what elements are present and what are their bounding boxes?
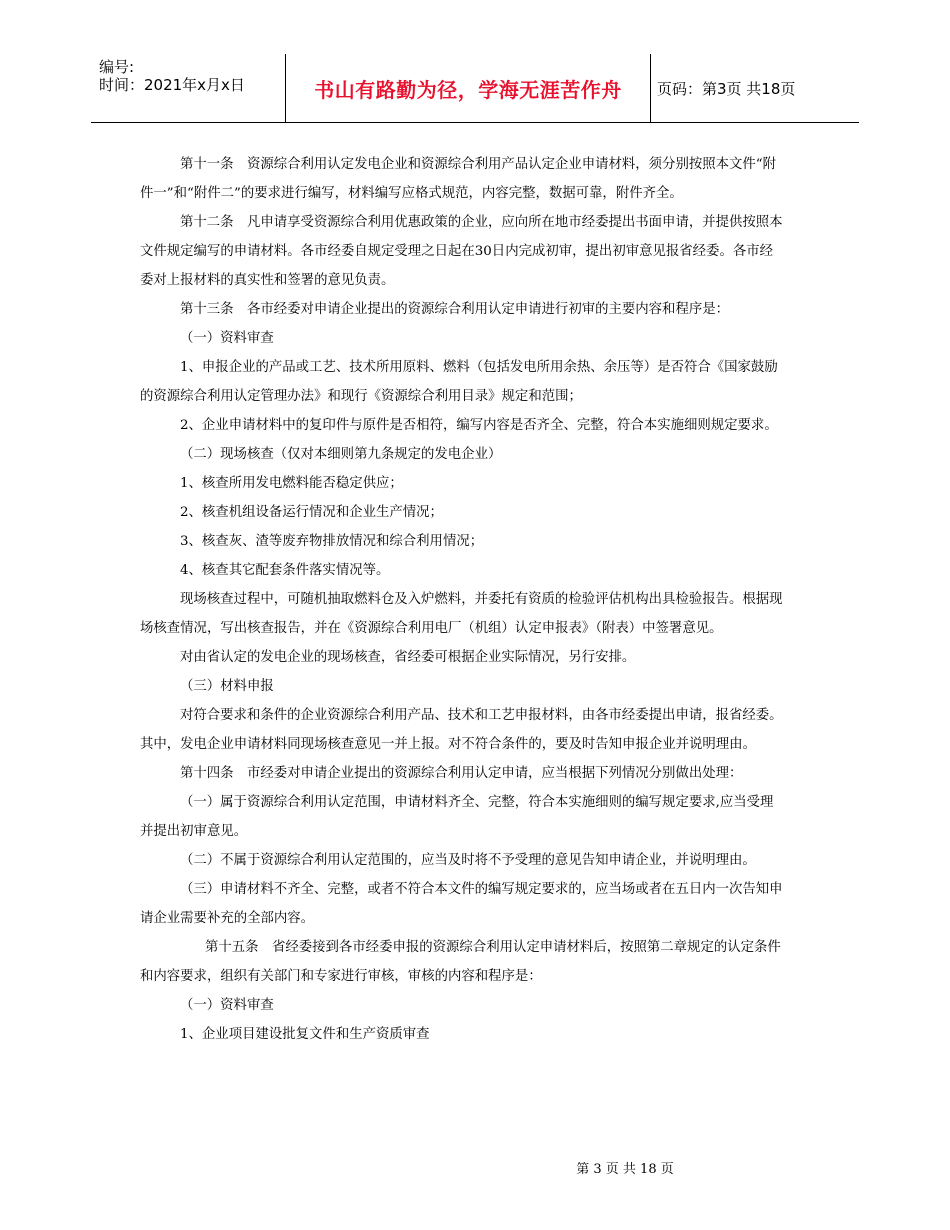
paragraph-line: 现场核查过程中，可随机抽取燃料仓及入炉燃料，并委托有资质的检验评估机构出具检验报告。根据现 bbox=[180, 592, 783, 607]
paragraph-line: （二）现场核查（仅对本细则第九条规定的发电企业） bbox=[180, 447, 502, 462]
paragraph-line: 第十三条 各市经委对申请企业提出的资源综合利用认定申请进行初审的主要内容和程序是： bbox=[180, 302, 730, 317]
paragraph bbox=[140, 208, 812, 295]
document-body bbox=[140, 150, 812, 1049]
paragraph-line: 1、申报企业的产品或工艺、技术所用原料、燃料（包括发电所用余热、余压等）是否符合《国家鼓励 bbox=[180, 360, 778, 375]
paragraph bbox=[140, 788, 812, 846]
paragraph bbox=[140, 527, 812, 556]
paragraph-line: （一）资料审查 bbox=[180, 331, 274, 346]
paragraph-line: 1、企业项目建设批复文件和生产资质审查 bbox=[180, 1027, 430, 1042]
paragraph bbox=[140, 556, 812, 585]
paragraph bbox=[140, 933, 812, 991]
paragraph-line: 对符合要求和条件的企业资源综合利用产品、技术和工艺申报材料，由各市经委提出申请，报省经委。 bbox=[180, 708, 783, 723]
paragraph-line: 和内容要求，组织有关部门和专家进行审核，审核的内容和程序是： bbox=[140, 969, 542, 984]
paragraph-line: （三）申请材料不齐全、完整，或者不符合本文件的编写规定要求的，应当场或者在五日内一次告知申 bbox=[180, 882, 783, 897]
paragraph bbox=[140, 991, 812, 1020]
page-header bbox=[91, 54, 859, 123]
document-time-label: 时间：2021年x月x日 bbox=[99, 76, 245, 94]
paragraph bbox=[140, 643, 812, 672]
header-motto: 书山有路勤为径，学海无涯苦作舟 bbox=[314, 77, 622, 102]
paragraph-line: 第十一条 资源综合利用认定发电企业和资源综合利用产品认定企业申请材料，须分别按照本文件“附 bbox=[180, 157, 777, 172]
paragraph-line: （三）材料申报 bbox=[180, 679, 274, 694]
paragraph-line: 件一”和“附件二”的要求进行编写，材料编写应格式规范，内容完整，数据可靠，附件齐全。 bbox=[140, 186, 683, 201]
paragraph bbox=[140, 353, 812, 411]
page-footer: 第 3 页 共 18 页 bbox=[576, 1162, 674, 1177]
paragraph bbox=[140, 150, 812, 208]
paragraph-line: （一）资料审查 bbox=[180, 998, 274, 1013]
paragraph-line: 其中，发电企业申请材料同现场核查意见一并上报。对不符合条件的，要及时告知申报企业并说明理由。 bbox=[140, 737, 756, 752]
paragraph bbox=[140, 440, 812, 469]
paragraph-line: 对由省认定的发电企业的现场核查，省经委可根据企业实际情况，另行安排。 bbox=[180, 650, 636, 665]
paragraph bbox=[140, 324, 812, 353]
paragraph-line: 文件规定编写的申请材料。各市经委自规定受理之日起在30日内完成初审，提出初审意见报省经委。各市经 bbox=[140, 244, 774, 259]
paragraph bbox=[140, 701, 812, 759]
paragraph-line: 4、核查其它配套条件落实情况等。 bbox=[180, 563, 390, 578]
paragraph-line: 3、核查灰、渣等废弃物排放情况和综合利用情况； bbox=[180, 534, 484, 549]
paragraph-line: 2、核查机组设备运行情况和企业生产情况； bbox=[180, 505, 443, 520]
paragraph-line: 第十四条 市经委对申请企业提出的资源综合利用认定申请，应当根据下列情况分别做出处理： bbox=[180, 766, 743, 781]
paragraph-line: 委对上报材料的真实性和签署的意见负责。 bbox=[140, 273, 395, 288]
paragraph-line: 2、企业申请材料中的复印件与原件是否相符，编写内容是否齐全、完整，符合本实施细则规定要求。 bbox=[180, 418, 778, 433]
paragraph-line: 1、核查所用发电燃料能否稳定供应； bbox=[180, 476, 403, 491]
paragraph-line: 请企业需要补充的全部内容。 bbox=[140, 911, 315, 926]
paragraph bbox=[140, 469, 812, 498]
paragraph bbox=[140, 498, 812, 527]
paragraph bbox=[140, 295, 812, 324]
paragraph bbox=[140, 759, 812, 788]
paragraph bbox=[140, 846, 812, 875]
paragraph-line: 场核查情况，写出核查报告，并在《资源综合利用电厂（机组）认定申报表》（附表）中签署意见。 bbox=[140, 621, 723, 636]
header-motto-cell bbox=[285, 54, 651, 122]
header-info bbox=[99, 58, 285, 94]
paragraph bbox=[140, 1020, 812, 1049]
paragraph-line: 第十五条 省经委接到各市经委申报的资源综合利用认定申请材料后，按照第二章规定的认定条件 bbox=[205, 940, 781, 955]
paragraph bbox=[140, 411, 812, 440]
paragraph-line: 的资源综合利用认定管理办法》和现行《资源综合利用目录》规定和范围； bbox=[140, 389, 582, 404]
paragraph bbox=[140, 672, 812, 701]
paragraph bbox=[140, 585, 812, 643]
paragraph-line: （一）属于资源综合利用认定范围，申请材料齐全、完整，符合本实施细则的编写规定要求,应当受理 bbox=[180, 795, 774, 810]
paragraph-line: （二）不属于资源综合利用认定范围的，应当及时将不予受理的意见告知申请企业，并说明理由。 bbox=[180, 853, 756, 868]
header-page-label: 页码：第3页 共18页 bbox=[657, 79, 796, 98]
document-number-label: 编号: bbox=[99, 58, 135, 76]
paragraph bbox=[140, 875, 812, 933]
paragraph-line: 并提出初审意见。 bbox=[140, 824, 248, 839]
paragraph-line: 第十二条 凡申请享受资源综合利用优惠政策的企业，应向所在地市经委提出书面申请，并提供按照本 bbox=[180, 215, 783, 230]
